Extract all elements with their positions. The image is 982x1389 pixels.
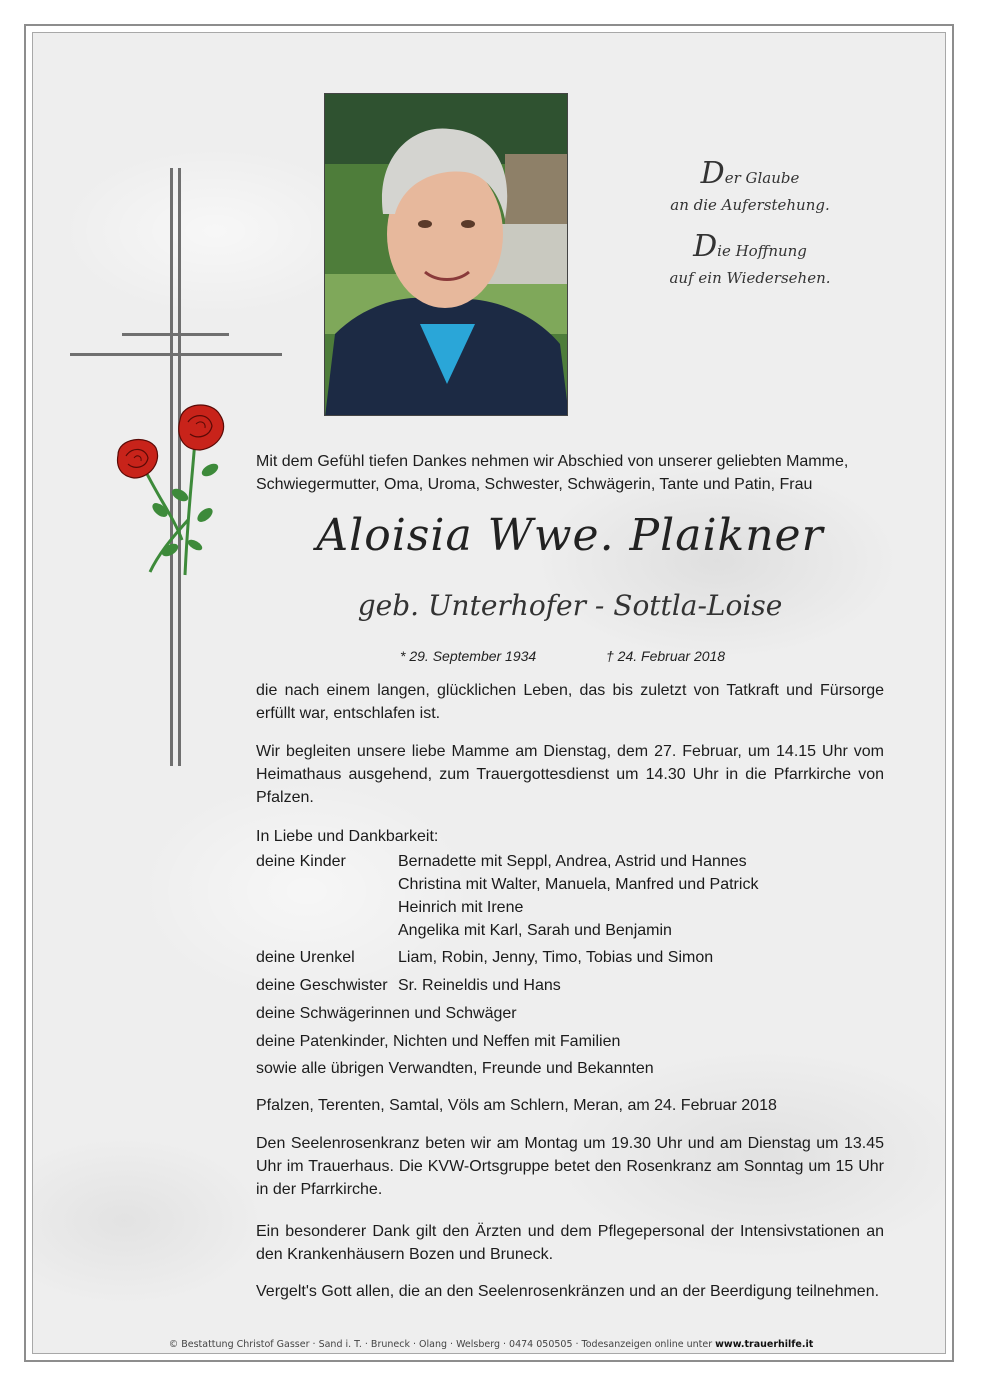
greatgrandchildren-names: Liam, Robin, Jenny, Timo, Tobias und Simon: [398, 949, 714, 966]
thanks-paragraph: Ein besonderer Dank gilt den Ärzten und dem Pflegepersonal der Intensivstationen an den Krankenhäusern Bozen und Bruneck.: [256, 1223, 884, 1263]
list-item: Heinrich mit Irene: [398, 899, 524, 916]
children-label: deine Kinder: [256, 853, 346, 870]
rose-icon: [110, 400, 240, 580]
quote-initial: D: [700, 156, 725, 191]
cross-horizontal-bar-bottom: [70, 353, 282, 356]
vergelts-paragraph: Vergelt's Gott allen, die an den Seelenrosenkränzen und an der Beerdigung teilnehmen.: [256, 1283, 880, 1300]
cross-with-roses: [70, 168, 282, 768]
mourners-relatives: sowie alle übrigen Verwandten, Freunde und Bekannten: [256, 1060, 654, 1077]
mourners-godchildren: deine Patenkinder, Nichten und Neffen mit Familien: [256, 1033, 621, 1050]
siblings-label: deine Geschwister: [256, 977, 388, 994]
place-date: Pfalzen, Terenten, Samtal, Völs am Schlern, Meran, am 24. Februar 2018: [256, 1097, 777, 1114]
deceased-name: Aloisia Wwe. Plaikner: [316, 510, 824, 561]
siblings-names: Sr. Reineldis und Hans: [398, 977, 561, 994]
list-item: Angelika mit Karl, Sarah und Benjamin: [398, 922, 672, 939]
list-item: Bernadette mit Seppl, Andrea, Astrid und Hannes: [398, 853, 747, 870]
greatgrandchildren-label: deine Urenkel: [256, 949, 355, 966]
intro-text: Mit dem Gefühl tiefen Dankes nehmen wir Abschied von unserer geliebten Mamme, Schwiegermutter, Oma, Uroma, Schwester, Schwägerin, Tante und Patin, Frau: [256, 453, 849, 493]
birth-date: * 29. September 1934: [400, 648, 537, 664]
quote-line-3: ie Hoffnung: [717, 242, 807, 260]
death-date: † 24. Februar 2018: [606, 648, 726, 664]
footer-text: © Bestattung Christof Gasser · Sand i. T. · Bruneck · Olang · Welsberg · 0474 050505 · Todesanzeigen online unter: [168, 1339, 716, 1350]
footer: [0, 1339, 982, 1350]
portrait-photo: [324, 93, 568, 416]
children-list: [398, 850, 758, 942]
cross-horizontal-bar-top: [122, 333, 229, 336]
quote-line-1: er Glaube: [724, 169, 800, 187]
life-paragraph: die nach einem langen, glücklichen Leben, das bis zuletzt von Tatkraft und Fürsorge erfüllt war, entschlafen ist.: [256, 682, 884, 722]
portrait-illustration: [325, 94, 568, 416]
list-item: Christina mit Walter, Manuela, Manfred und Patrick: [398, 876, 759, 893]
funeral-paragraph: Wir begleiten unsere liebe Mamme am Dienstag, dem 27. Februar, um 14.15 Uhr vom Heimathaus ausgehend, zum Trauergottesdienst um 14.30 Uhr in die Pfarrkirche von Pfalzen.: [256, 743, 884, 806]
faith-quote: [630, 156, 870, 292]
mourners-heading: In Liebe und Dankbarkeit:: [256, 828, 439, 845]
mourners-inlaws: deine Schwägerinnen und Schwäger: [256, 1005, 517, 1022]
rosary-paragraph: Den Seelenrosenkranz beten wir am Montag um 19.30 Uhr und am Dienstag um 13.45 Uhr im Trauerhaus. Die KVW-Ortsgruppe betet den Rosenkranz am Sonntag um 15 Uhr in der Pfarrkirche.: [256, 1135, 884, 1198]
quote-line-4: auf ein Wiedersehen.: [669, 269, 831, 287]
footer-link[interactable]: www.trauerhilfe.it: [715, 1339, 814, 1350]
birth-name: geb. Unterhofer - Sottla-Loise: [357, 589, 783, 622]
quote-line-2: an die Auferstehung.: [670, 196, 830, 214]
quote-initial: D: [693, 229, 718, 264]
